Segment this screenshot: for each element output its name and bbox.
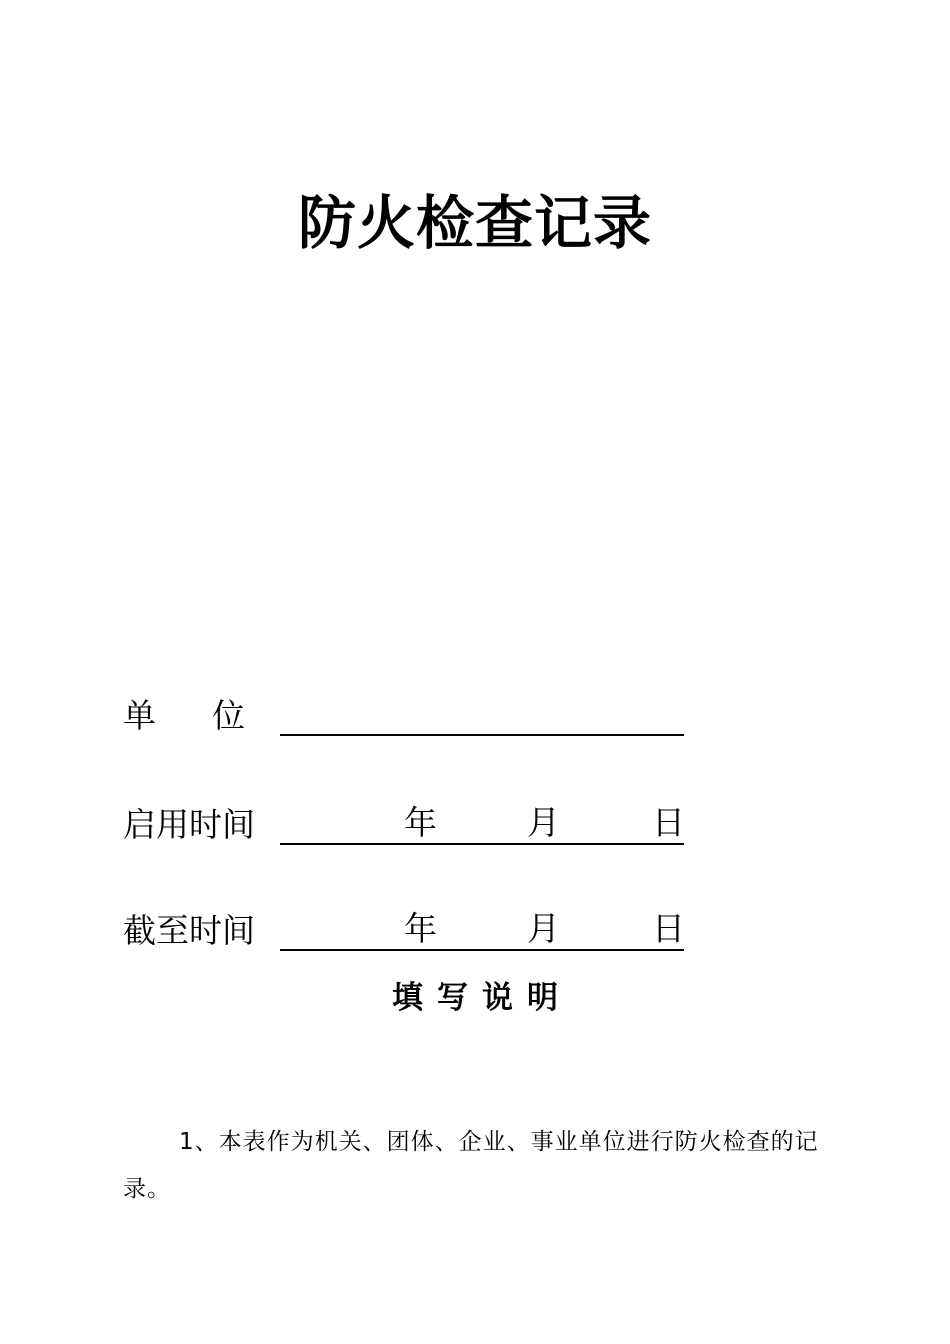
field-unit-label: [123, 696, 245, 736]
heading-char: 写: [437, 980, 468, 1016]
start-year-unit: 年: [404, 803, 437, 842]
heading-char: 说: [482, 980, 513, 1016]
end-day-unit: 日: [652, 909, 685, 948]
document-title: 防火检查记录: [297, 189, 652, 257]
end-date-line[interactable]: [280, 905, 684, 951]
start-date-line[interactable]: [280, 799, 684, 845]
heading-char: 明: [527, 980, 558, 1016]
start-day-unit: 日: [652, 803, 685, 842]
unit-label-char-1: 单: [123, 696, 156, 735]
unit-input-line[interactable]: [280, 690, 684, 736]
instruction-item-1: 1、本表作为机关、团体、企业、事业单位进行防火检查的记录。: [123, 1129, 819, 1202]
start-month-unit: 月: [527, 803, 560, 842]
end-year-unit: 年: [404, 909, 437, 948]
end-date-label: 截至时间: [123, 911, 255, 950]
unit-label-char-2: 位: [212, 696, 245, 735]
instructions-heading: [0, 978, 950, 1018]
start-date-label: 启用时间: [123, 805, 255, 844]
heading-char: 填: [392, 980, 423, 1016]
end-month-unit: 月: [527, 909, 560, 948]
